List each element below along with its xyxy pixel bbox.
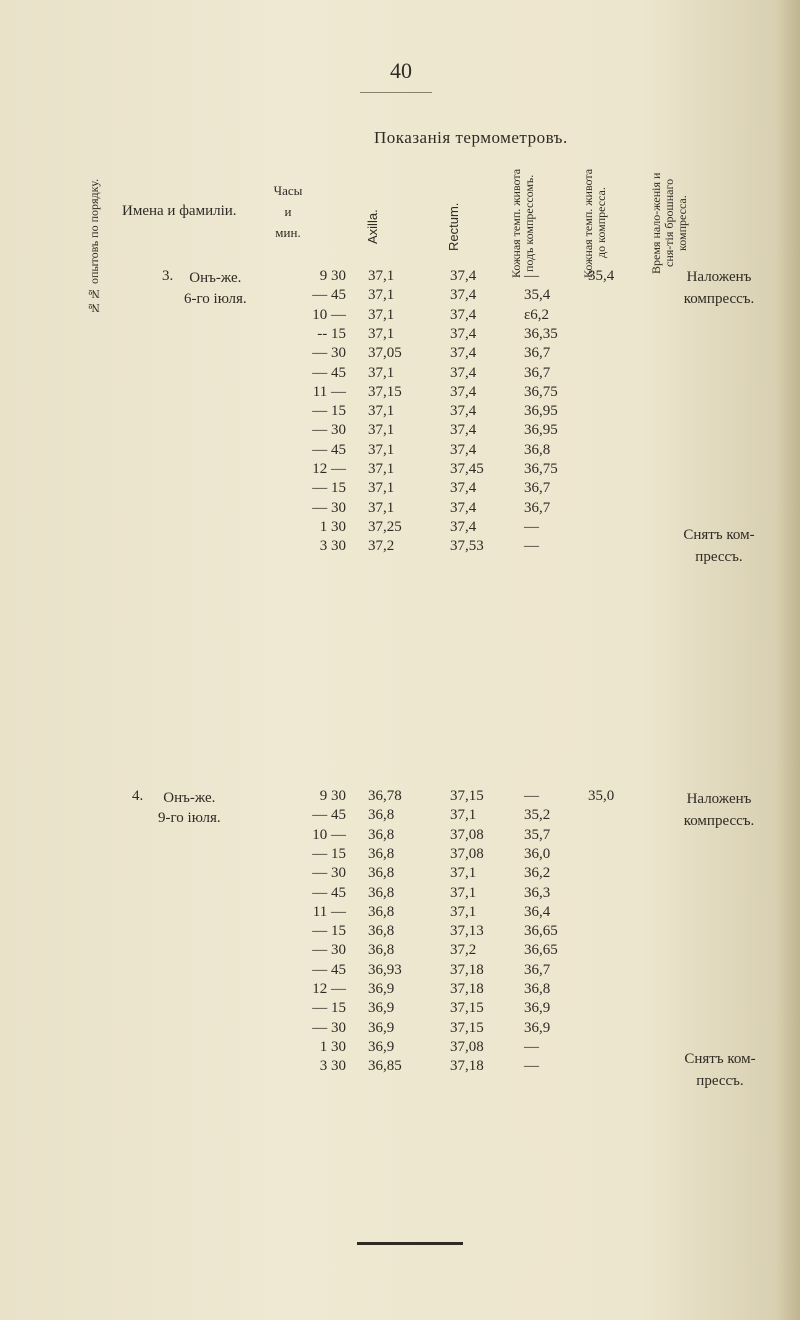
skin-under-cell: 36,8 bbox=[524, 981, 551, 997]
table-row bbox=[0, 942, 800, 963]
axilla-cell: 36,78 bbox=[368, 788, 402, 804]
time-cell: — 45 bbox=[312, 884, 346, 901]
table-row bbox=[0, 981, 800, 1002]
skin-under-cell: 36,65 bbox=[524, 942, 558, 959]
time-cell: 11 — bbox=[312, 903, 346, 920]
skin-under-cell: 36,9 bbox=[524, 1019, 551, 1036]
axilla-cell: 37,1 bbox=[368, 325, 395, 342]
bottom-rule bbox=[357, 1242, 463, 1245]
time-cell: — 45 bbox=[312, 441, 346, 458]
rectum-cell: 37,4 bbox=[450, 480, 477, 497]
experiment-3-note-apply bbox=[654, 266, 784, 310]
time-cell: — 30 bbox=[312, 422, 346, 439]
rectum-cell: 37,4 bbox=[450, 345, 477, 362]
table-row bbox=[0, 384, 800, 405]
skin-under-cell: 36,7 bbox=[524, 480, 551, 497]
table-row bbox=[0, 500, 800, 521]
table-row bbox=[0, 480, 800, 501]
axilla-cell: 36,8 bbox=[368, 826, 395, 843]
skin-under-cell: — bbox=[524, 1038, 539, 1055]
time-cell: 10 — bbox=[312, 826, 346, 843]
time-cell: 11 — bbox=[312, 383, 346, 400]
note-line: Снятъ ком- bbox=[683, 527, 755, 543]
note-line: Наложенъ bbox=[686, 791, 752, 807]
skin-under-cell: 36,95 bbox=[524, 422, 558, 439]
skin-under-cell: 36,65 bbox=[524, 923, 558, 940]
axilla-cell: 37,1 bbox=[368, 306, 395, 323]
axilla-cell: 37,1 bbox=[368, 441, 395, 458]
rectum-cell: 37,08 bbox=[450, 826, 484, 843]
rectum-cell: 37,4 bbox=[450, 441, 477, 458]
time-cell: — 30 bbox=[312, 942, 346, 959]
header-hours-line3: мин. bbox=[275, 225, 301, 240]
time-cell: 12 — bbox=[312, 461, 346, 477]
skin-under-cell: 36,4 bbox=[524, 903, 551, 920]
rectum-cell: 37,45 bbox=[450, 461, 484, 477]
skin-under-cell: 35,4 bbox=[524, 287, 551, 304]
rectum-cell: 37,13 bbox=[450, 923, 484, 940]
skin-under-cell: — bbox=[524, 1058, 539, 1075]
axilla-cell: 37,1 bbox=[368, 499, 395, 516]
time-cell: — 30 bbox=[312, 499, 346, 516]
table-row bbox=[0, 1000, 800, 1021]
time-cell: -- 15 bbox=[317, 325, 346, 342]
axilla-cell: 37,1 bbox=[368, 422, 395, 439]
skin-under-cell: 36,0 bbox=[524, 845, 551, 862]
axilla-cell: 37,25 bbox=[368, 518, 402, 535]
header-time-compress: Время нало-женія и сня-тія брошнаго компресса. bbox=[649, 172, 689, 274]
skin-under-cell: — bbox=[524, 788, 539, 804]
rectum-cell: 37,4 bbox=[450, 268, 477, 284]
rectum-cell: 37,1 bbox=[450, 884, 477, 901]
axilla-cell: 36,8 bbox=[368, 865, 395, 882]
axilla-cell: 36,9 bbox=[368, 1000, 395, 1017]
rectum-cell: 37,15 bbox=[450, 1019, 484, 1036]
axilla-cell: 37,2 bbox=[368, 538, 395, 555]
rectum-cell: 37,1 bbox=[450, 903, 477, 920]
rectum-cell: 37,1 bbox=[450, 807, 477, 824]
axilla-cell: 37,1 bbox=[368, 403, 395, 420]
axilla-cell: 37,15 bbox=[368, 383, 402, 400]
skin-under-cell: 36,35 bbox=[524, 325, 558, 342]
axilla-cell: 36,8 bbox=[368, 942, 395, 959]
skin-under-cell: 36,7 bbox=[524, 364, 551, 381]
skin-under-cell: 36,7 bbox=[524, 345, 551, 362]
experiment-4-number: 4. bbox=[132, 788, 144, 804]
axilla-cell: 36,8 bbox=[368, 903, 395, 920]
rectum-cell: 37,4 bbox=[450, 364, 477, 381]
experiment-3-name-line2: 6-го іюля. bbox=[184, 291, 247, 307]
experiment-3-name-line1: Онъ-же. bbox=[189, 270, 242, 286]
experiment-4-note-apply bbox=[654, 788, 784, 832]
skin-under-cell: 36,95 bbox=[524, 403, 558, 420]
skin-under-cell: 35,2 bbox=[524, 807, 551, 824]
axilla-cell: 36,85 bbox=[368, 1058, 402, 1075]
skin-under-cell: ɛ6,2 bbox=[524, 306, 550, 323]
axilla-cell: 36,9 bbox=[368, 1038, 395, 1055]
table-row bbox=[0, 326, 800, 347]
experiment-3-number: 3. bbox=[162, 268, 174, 284]
time-cell: 9 30 bbox=[319, 268, 346, 284]
rectum-cell: 37,15 bbox=[450, 1000, 484, 1017]
time-cell: — 15 bbox=[312, 845, 346, 862]
header-hours-line1: Часы bbox=[273, 183, 303, 198]
axilla-cell: 36,8 bbox=[368, 845, 395, 862]
header-rectum: Rectum. bbox=[446, 202, 461, 252]
axilla-cell: 37,05 bbox=[368, 345, 402, 362]
skin-before-cell: 35,0 bbox=[588, 788, 615, 804]
rectum-cell: 37,4 bbox=[450, 499, 477, 516]
rectum-cell: 37,4 bbox=[450, 518, 477, 535]
axilla-cell: 37,1 bbox=[368, 364, 395, 381]
axilla-cell: 37,1 bbox=[368, 268, 395, 284]
experiment-4-name-line1: Онъ-же. bbox=[163, 790, 216, 806]
table-row bbox=[0, 846, 800, 867]
rectum-cell: 37,4 bbox=[450, 403, 477, 420]
skin-under-cell: 36,9 bbox=[524, 1000, 551, 1017]
skin-under-cell: 36,8 bbox=[524, 441, 551, 458]
table-row bbox=[0, 442, 800, 463]
skin-under-cell: 36,75 bbox=[524, 383, 558, 400]
header-axilla: Axilla. bbox=[365, 209, 380, 245]
experiment-3-note-remove bbox=[644, 524, 794, 568]
skin-under-cell: 35,7 bbox=[524, 826, 551, 843]
table-row bbox=[0, 865, 800, 886]
rectum-cell: 37,53 bbox=[450, 538, 484, 555]
time-cell: — 45 bbox=[312, 287, 346, 304]
table-row bbox=[0, 345, 800, 366]
time-cell: 1 30 bbox=[319, 518, 346, 535]
time-cell: 1 30 bbox=[319, 1038, 346, 1055]
header-number: №№ опытовъ по порядку. bbox=[87, 178, 101, 316]
time-cell: — 30 bbox=[312, 865, 346, 882]
table-row bbox=[0, 962, 800, 983]
axilla-cell: 36,9 bbox=[368, 1019, 395, 1036]
skin-under-cell: — bbox=[524, 518, 539, 535]
skin-under-cell: 36,2 bbox=[524, 865, 551, 882]
page-number: 40 bbox=[390, 58, 412, 83]
axilla-cell: 37,1 bbox=[368, 461, 395, 477]
rectum-cell: 37,4 bbox=[450, 422, 477, 439]
table-row bbox=[0, 461, 800, 482]
note-line: прессъ. bbox=[696, 1073, 744, 1089]
axilla-cell: 36,8 bbox=[368, 807, 395, 824]
rectum-cell: 37,18 bbox=[450, 1058, 484, 1075]
skin-under-cell: 36,7 bbox=[524, 961, 551, 978]
time-cell: — 30 bbox=[312, 1019, 346, 1036]
header-skin-before: Кожная темп. живота до компресса. bbox=[581, 168, 608, 278]
table-row bbox=[0, 422, 800, 443]
skin-under-cell: — bbox=[524, 538, 539, 555]
table-row bbox=[0, 885, 800, 906]
table-row bbox=[0, 904, 800, 925]
note-line: прессъ. bbox=[695, 549, 743, 565]
table-row bbox=[0, 1020, 800, 1041]
axilla-cell: 37,1 bbox=[368, 287, 395, 304]
time-cell: — 15 bbox=[312, 1000, 346, 1017]
axilla-cell: 36,8 bbox=[368, 923, 395, 940]
rectum-cell: 37,18 bbox=[450, 961, 484, 978]
rectum-cell: 37,08 bbox=[450, 1038, 484, 1055]
time-cell: 3 30 bbox=[319, 1058, 346, 1075]
table-title: Показанія термометровъ. bbox=[374, 128, 568, 147]
axilla-cell: 36,93 bbox=[368, 961, 402, 978]
time-cell: — 15 bbox=[312, 403, 346, 420]
rectum-cell: 37,4 bbox=[450, 287, 477, 304]
note-line: компрессъ. bbox=[683, 813, 755, 829]
skin-under-cell: — bbox=[524, 268, 539, 284]
rectum-cell: 37,4 bbox=[450, 306, 477, 323]
header-hours-line2: и bbox=[284, 204, 292, 219]
rectum-cell: 37,4 bbox=[450, 325, 477, 342]
skin-under-cell: 36,7 bbox=[524, 499, 551, 516]
note-line: компрессъ. bbox=[683, 291, 755, 307]
table-row bbox=[0, 365, 800, 386]
time-cell: — 30 bbox=[312, 345, 346, 362]
time-cell: 3 30 bbox=[319, 538, 346, 555]
header-hours bbox=[258, 180, 318, 243]
note-line: Наложенъ bbox=[686, 269, 752, 285]
rectum-cell: 37,15 bbox=[450, 788, 484, 804]
table-row bbox=[0, 923, 800, 944]
time-cell: — 45 bbox=[312, 807, 346, 824]
rectum-cell: 37,08 bbox=[450, 845, 484, 862]
time-cell: — 45 bbox=[312, 364, 346, 381]
axilla-cell: 37,1 bbox=[368, 480, 395, 497]
time-cell: — 15 bbox=[312, 480, 346, 497]
time-cell: — 45 bbox=[312, 961, 346, 978]
skin-under-cell: 36,75 bbox=[524, 461, 558, 477]
axilla-cell: 36,9 bbox=[368, 981, 395, 997]
rectum-cell: 37,1 bbox=[450, 865, 477, 882]
rectum-cell: 37,18 bbox=[450, 981, 484, 997]
time-cell: 10 — bbox=[312, 306, 346, 323]
axilla-cell: 36,8 bbox=[368, 884, 395, 901]
table-row bbox=[0, 403, 800, 424]
experiment-4-name-line2: 9-го іюля. bbox=[158, 810, 221, 826]
time-cell: 12 — bbox=[312, 981, 346, 997]
rectum-cell: 37,2 bbox=[450, 942, 477, 959]
experiment-4-note-remove bbox=[650, 1048, 790, 1092]
header-skin-under: Кожная темп. живота подъ компрессомъ. bbox=[509, 168, 536, 278]
skin-under-cell: 36,3 bbox=[524, 884, 551, 901]
time-cell: 9 30 bbox=[319, 788, 346, 804]
time-cell: — 15 bbox=[312, 923, 346, 940]
skin-before-cell: 35,4 bbox=[588, 268, 615, 284]
rectum-cell: 37,4 bbox=[450, 383, 477, 400]
header-names: Имена и фамиліи. bbox=[122, 203, 237, 219]
page-number-rule bbox=[360, 92, 432, 93]
note-line: Снятъ ком- bbox=[684, 1051, 756, 1067]
